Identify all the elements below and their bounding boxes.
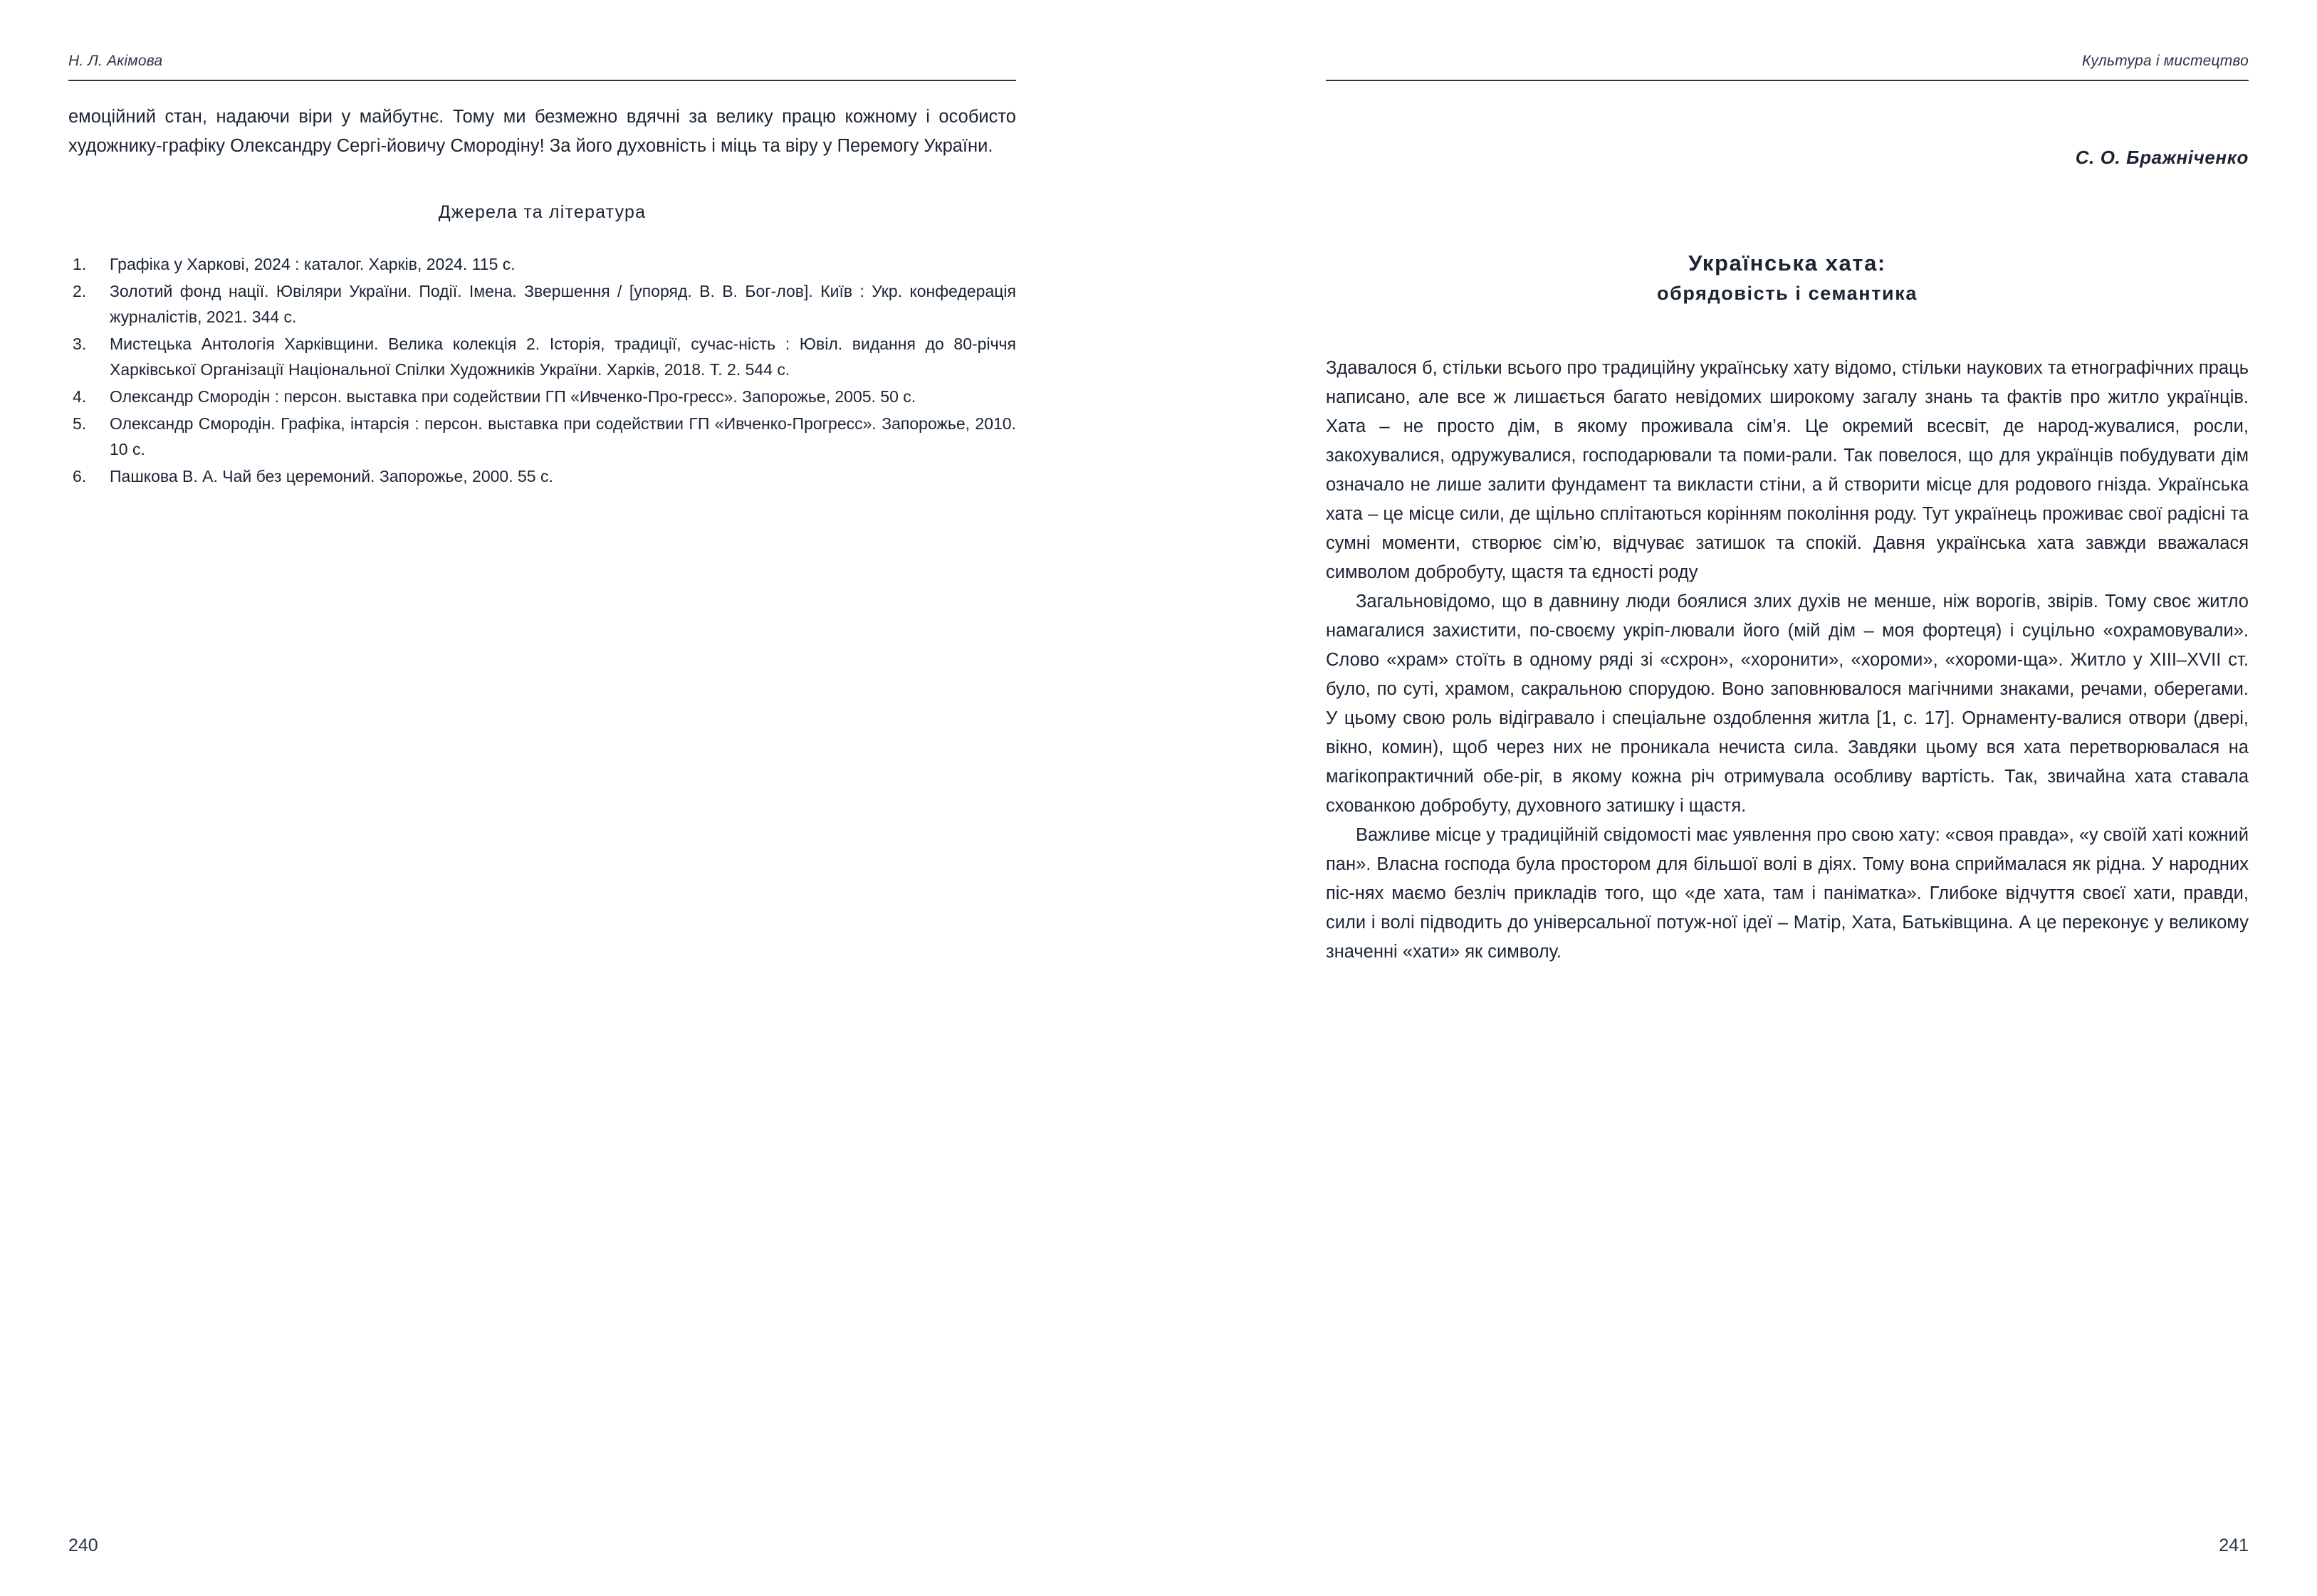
list-item (68, 384, 1016, 409)
running-head-right: Культура і мистецтво (1326, 53, 2249, 81)
reference-number: 3. (73, 335, 87, 353)
list-item (68, 331, 1016, 382)
right-body-text (1326, 354, 2249, 967)
reference-text: Пашкова В. А. Чай без церемоний. Запорожье, 2000. 55 с. (110, 467, 553, 485)
reference-text: Олександр Смородін. Графіка, інтарсія : персон. выставка при содействии ГП «Ивченко-Прогресс». Запорожье, 2010. 10 с. (110, 414, 1016, 458)
page-right-content (1326, 53, 2249, 1511)
page-left (0, 0, 1158, 1596)
reference-text: Золотий фонд нації. Ювіляри України. Події. Імена. Звершення / [упоряд. В. В. Бог-лов]. Київ : Укр. конфедерація журналістів, 2021. 344 с. (110, 282, 1016, 326)
running-head-left: Н. Л. Акімова (68, 53, 1016, 81)
reference-number: 1. (73, 255, 87, 273)
reference-number: 5. (73, 414, 87, 433)
reference-number: 2. (73, 282, 87, 300)
article-paragraph: Загальновідомо, що в давнину люди боялися злих духів не менше, ніж ворогів, звірів. Тому своє житло намагалися захистити, по-своєму укріп-лювали його (мій дім – моя фортеця) і суцільно «охрамовували». Слово «храм» стоїть в одному ряді зі «схрон», «хоронити», «хороми», «хороми-ща». Житло у XIII–XVII ст. було, по суті, храмом, сакральною спорудою. Воно заповнювалося магічними знаками, речами, оберегами. У цьому свою роль відігравало і спеціальне оздоблення житла [1, с. 17]. Орнаменту-валися отвори (двері, вікно, комин), щоб через них не проникала нечиста сила. Завдяки цьому вся хата перетворювалася на магікопрактичний обе-ріг, в якому кожна річ отримувала особливу вартість. Так, звичайна хата ставала схованкою добробуту, духовного затишку і щастя. (1326, 592, 2249, 816)
reference-number: 6. (73, 467, 87, 485)
list-item (68, 411, 1016, 462)
article-title (1326, 248, 2249, 308)
list-item (68, 463, 1016, 489)
article-paragraph: Важливе місце у традиційній свідомості має уявлення про свою хату: «своя правда», «у своїй хаті кожний пан». Власна господа була простором для більшої волі в діях. Тому вона сприймалася як рідна. У народних піс-нях маємо безліч прикладів того, що «де хата, там і паніматка». Глибоке відчуття своєї хати, правди, сили і волі підводить до універсальної потуж-ної ідеї – Матір, Хата, Батьківщина. А це переконує у великому значенні «хати» як символу. (1326, 825, 2249, 962)
reference-number: 4. (73, 387, 87, 406)
reference-text: Мистецька Антологія Харківщини. Велика колекція 2. Історія, традиції, сучас-ність : Ювіл. видання до 80-річчя Харківської Організації Національної Спілки Художників України. Харків, 2018. Т. 2. 544 с. (110, 335, 1016, 379)
article-title-line-1: Українська хата: (1688, 251, 1886, 275)
page-number-right: 241 (2219, 1535, 2249, 1555)
page-left-content (68, 53, 1016, 1511)
article-author: С. О. Бражніченко (2075, 147, 2249, 168)
list-item (68, 278, 1016, 330)
left-body-text (68, 103, 1016, 161)
reference-text: Олександр Смородін : персон. выставка при содействии ГП «Ивченко-Про-гресс». Запорожье, 2005. 50 с. (110, 387, 916, 406)
reference-text: Графіка у Харкові, 2024 : каталог. Харків, 2024. 115 с. (110, 255, 516, 273)
closing-paragraph: емоційний стан, надаючи віри у майбутнє. Тому ми безмежно вдячні за велику працю кожному і особисто художнику-графіку Олександру Сергі-йовичу Смородіну! За його духовність і міць та віру у Перемогу України. (68, 107, 1016, 156)
article-paragraph: Здавалося б, стільки всього про традиційну українську хату відомо, стільки наукових та етнографічних праць написано, але все ж лишається багато невідомих широкому загалу знань та фактів про житло українців. Хата – не просто дім, в якому проживала сім’я. Це окремий всесвіт, де народ-жувалися, росли, закохувалися, одружувалися, господарювали та поми-рали. Так повелося, що для українців побудувати дім означало не лише залити фундамент та викласти стіни, а й створити місце для родового гнізда. Українська хата – це місце сили, де щільно сплітаються корінням покоління роду. Тут українець проживає свої радісні та сумні моменти, створює сім’ю, відчуває затишок та спокій. Давня українська хата завжди вважалася символом добробуту, щастя та єдності роду (1326, 358, 2249, 582)
page-right (1158, 0, 2317, 1596)
references-heading: Джерела та література (438, 202, 647, 222)
list-item (68, 251, 1016, 277)
references-list (68, 251, 1016, 489)
page-number-left: 240 (68, 1535, 98, 1555)
article-title-line-2: обрядовість і семантика (1657, 283, 1918, 304)
